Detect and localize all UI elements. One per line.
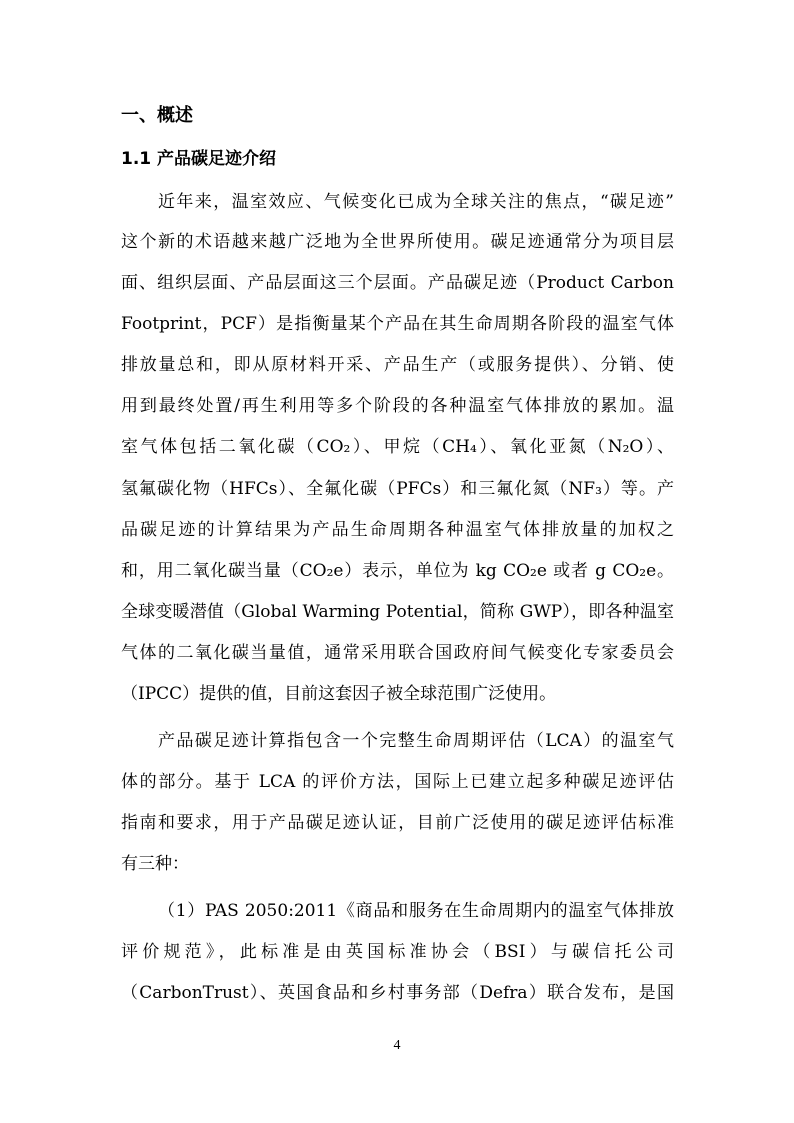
paragraph-line: 指南和要求，用于产品碳足迹认证，目前广泛使用的碳足迹评估标准 (121, 813, 674, 833)
paragraph-line: Footprint，PCF）是指衡量某个产品在其生命周期各阶段的温室气体 (121, 314, 674, 334)
paragraph-line: 有三种： (121, 854, 189, 874)
paragraph-line: 评价规范》，此标准是由英国标准协会（BSI）与碳信托公司 (121, 942, 674, 962)
paragraph-line: 体的部分。基于 LCA 的评价方法，国际上已建立起多种碳足迹评估 (121, 772, 674, 792)
paragraph-line: 产品碳足迹计算指包含一个完整生命周期评估（LCA）的温室气 (158, 731, 674, 751)
paragraph-line: 这个新的术语越来越广泛地为全世界所使用。碳足迹通常分为项目层 (121, 232, 674, 252)
paragraph-line: 全球变暖潜值（Global Warming Potential，简称 GWP），即各种温室 (121, 602, 674, 622)
paragraph-line: 室气体包括二氧化碳（CO₂）、甲烷（CH₄）、氧化亚氮（N₂O）、 (121, 437, 674, 457)
paragraph-line: 和，用二氧化碳当量（CO₂e）表示，单位为 kg CO₂e 或者 g CO₂e。 (121, 561, 674, 581)
page-number: 4 (393, 1038, 401, 1053)
subsection-heading: 1.1 产品碳足迹介绍 (121, 149, 277, 169)
paragraph-line: 气体的二氧化碳当量值，通常采用联合国政府间气候变化专家委员会 (121, 643, 674, 663)
paragraph-line: 氢氟碳化物（HFCs）、全氟化碳（PFCs）和三氟化氮（NF₃）等。产 (121, 479, 674, 499)
paragraph-line: 用到最终处置/再生利用等多个阶段的各种温室气体排放的累加。温 (121, 396, 674, 416)
paragraph-line: （IPCC）提供的值，目前这套因子被全球范围广泛使用。 (121, 684, 557, 704)
section-heading: 一、概述 (121, 105, 193, 126)
paragraph-line: 排放量总和，即从原材料开采、产品生产（或服务提供）、分销、使 (121, 355, 674, 375)
paragraph-line: 品碳足迹的计算结果为产品生命周期各种温室气体排放量的加权之 (121, 520, 674, 540)
paragraph-line: 面、组织层面、产品层面这三个层面。产品碳足迹（Product Carbon (121, 273, 674, 293)
paragraph-line: 近年来，温室效应、气候变化已成为全球关注的焦点，“碳足迹” (158, 192, 674, 212)
paragraph-line: （1）PAS 2050:2011《商品和服务在生命周期内的温室气体排放 (158, 901, 674, 921)
paragraph-line: （CarbonTrust）、英国食品和乡村事务部（Defra）联合发布，是国 (121, 983, 674, 1003)
